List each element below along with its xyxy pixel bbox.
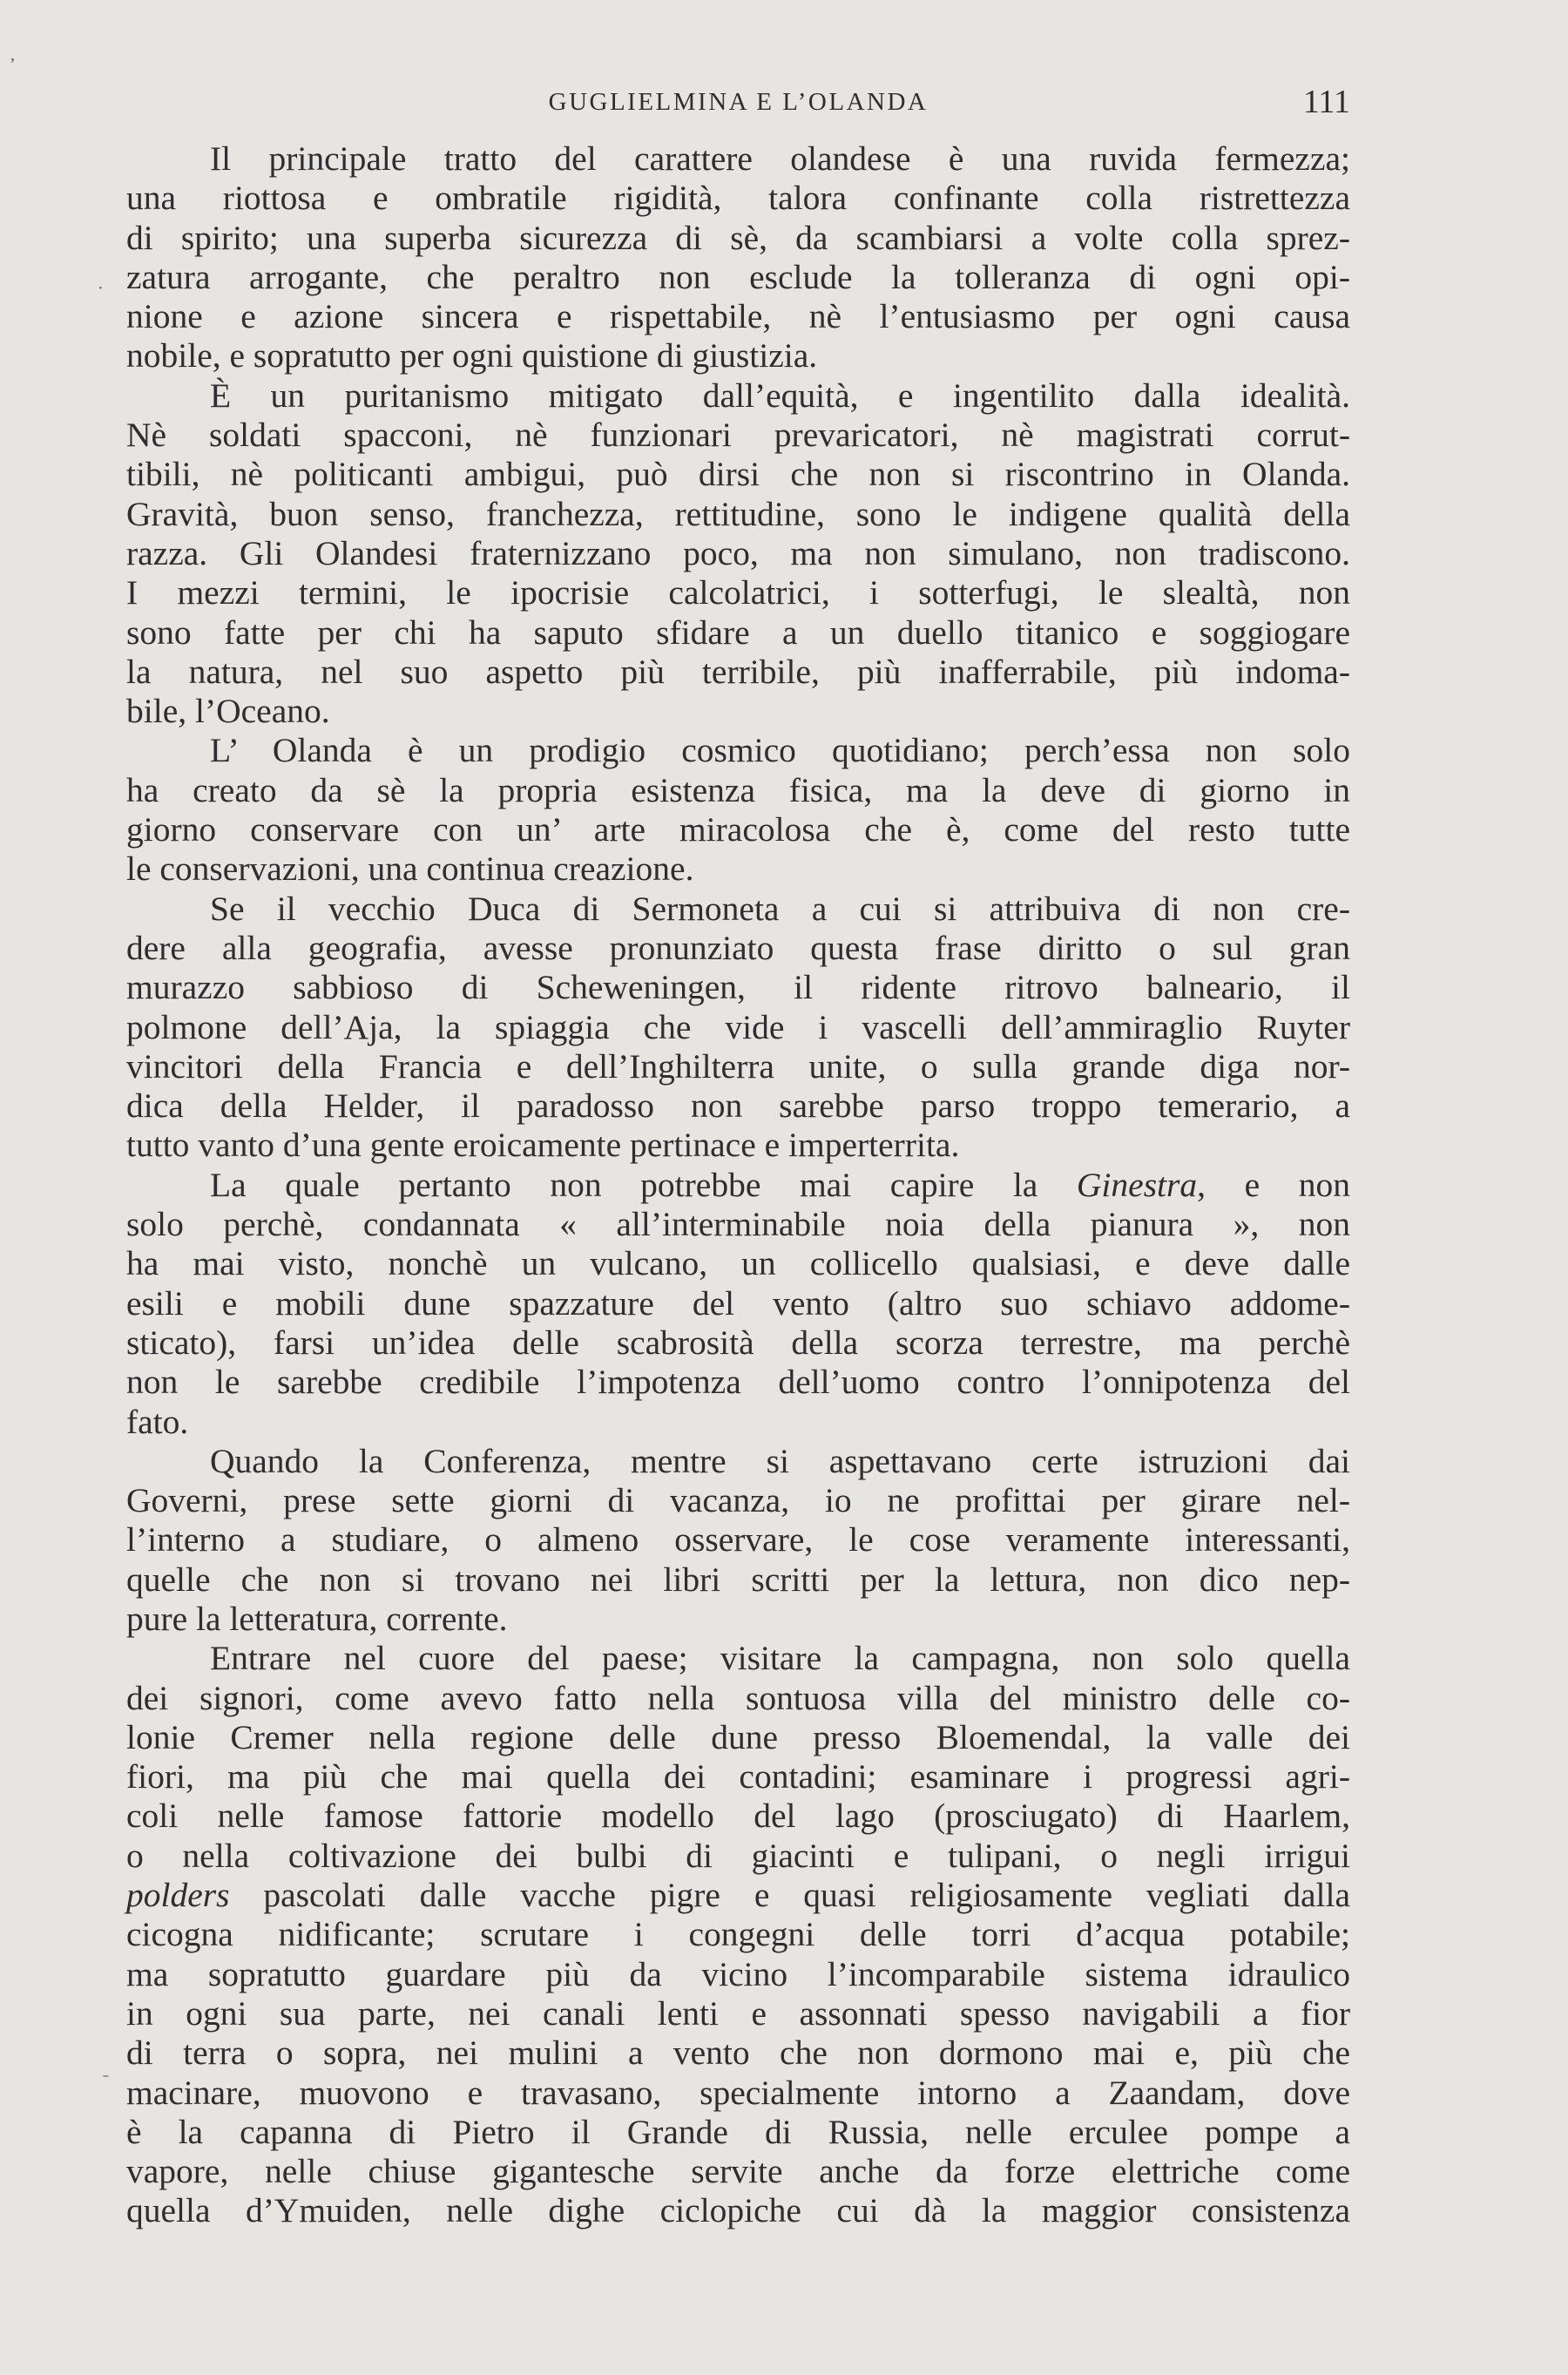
text-line: murazzo sabbioso di Scheweningen, il ridente ritrovo balneario, il [126,968,1350,1007]
scan-speck: · [98,279,104,298]
text-line: le conservazioni, una continua creazione. [126,849,694,889]
text-line: la natura, nel suo aspetto più terribile, più inafferrabile, più indoma- [126,652,1350,691]
paragraph [126,890,1350,1166]
running-title: GUGLIELMINA E L’OLANDA [548,88,929,116]
text-line: lonie Cremer nella regione delle dune presso Bloemendal, la valle dei [126,1717,1350,1756]
scan-speck: ˗ [103,2065,109,2084]
text-line: La quale pertanto non potrebbe mai capire la Ginestra, e non [210,1165,1350,1204]
text-line: sono fatte per chi ha saputo sfidare a un duello titanico e soggiogare [126,612,1350,652]
text-line: polmone dell’Aja, la spiaggia che vide i vascelli dell’ammiraglio Ruyter [126,1007,1350,1046]
text-line: bile, l’Oceano. [126,692,330,731]
scan-speck: , [10,45,15,64]
text-line: non le sarebbe credibile l’impotenza dell’uomo contro l’onnipotenza del [126,1363,1350,1402]
text-line: nione e azione sincera e rispettabile, nè l’entusiasmo per ogni causa [126,297,1350,336]
text-line: quella d’Ymuiden, nelle dighe ciclopiche cui dà la maggior consistenza [126,2191,1350,2230]
text-line: una riottosa e ombratile rigidità, talora confinante colla ristrettezza [126,179,1350,218]
text-line: zatura arrogante, che peraltro non esclude la tolleranza di ogni opi- [126,257,1350,296]
text-line: polders pascolati dalle vacche pigre e quasi religiosamente vegliati dalla [126,1876,1350,1915]
paragraph [126,731,1350,889]
text-line: dei signori, come avevo fatto nella sontuosa villa del ministro delle co- [126,1678,1350,1717]
text-line: di terra o sopra, nei mulini a vento che non dormono mai e, più che [126,2033,1350,2073]
text-line: ma sopratutto guardare più da vicino l’incomparabile sistema idraulico [126,1954,1350,1993]
text-line: Quando la Conferenza, mentre si aspettavano certe istruzioni dai [210,1441,1350,1480]
text-line: coli nelle famose fattorie modello del lago (prosciugato) di Haarlem, [126,1796,1350,1836]
text-line: l’interno a studiare, o almeno osservare, le cose veramente interessanti, [126,1520,1350,1560]
text-line: è la capanna di Pietro il Grande di Russia, nelle erculee pompe a [126,2112,1350,2151]
text-line: fiori, ma più che mai quella dei contadini; esaminare i progressi agri- [126,1757,1350,1796]
text-line: cicogna nidificante; scrutare i congegni delle torri d’acqua potabile; [126,1915,1350,1954]
paragraph [126,1442,1350,1639]
text-line: tibili, nè politicanti ambigui, può dirsi che non si riscontrino in Olanda. [126,455,1350,494]
running-header [126,83,1350,126]
text-line: Entrare nel cuore del paese; visitare la campagna, non solo quella [210,1639,1350,1678]
text-line: vincitori della Francia e dell’Inghilterra unite, o sulla grande diga nor- [126,1046,1350,1086]
paragraph [126,376,1350,732]
text-line: dica della Helder, il paradosso non sarebbe parso troppo temerario, a [126,1086,1350,1126]
text-line: sticato), farsi un’idea delle scabrosità della scorza terrestre, ma perchè [126,1323,1350,1362]
paragraph [126,1639,1350,2230]
text-line: solo perchè, condannata « all’interminabile noia della pianura », non [126,1205,1350,1244]
text-line: in ogni sua parte, nei canali lenti e assonnati spesso navigabili a fior [126,1993,1350,2033]
text-line: ha creato da sè la propria esistenza fisica, ma la deve di giorno in [126,770,1350,809]
body-text [126,139,1350,2231]
text-line: È un puritanismo mitigato dall’equità, e ingentilito dalla idealità. [210,376,1350,415]
text-line: I mezzi termini, le ipocrisie calcolatrici, i sotterfugi, le slealtà, non [126,573,1350,612]
text-line: dere alla geografia, avesse pronunziato questa frase diritto o sul gran [126,928,1350,967]
text-line: pure la letteratura, corrente. [126,1599,508,1638]
text-line: Gravità, buon senso, franchezza, rettitudine, sono le indigene qualità della [126,494,1350,533]
text-line: fato. [126,1402,189,1441]
text-line: macinare, muovono e travasano, specialmente intorno a Zaandam, dove [126,2073,1350,2112]
text-line: vapore, nelle chiuse gigantesche servite anche da forze elettriche come [126,2152,1350,2191]
text-line: nobile, e sopratutto per ogni quistione di giustizia. [126,336,818,376]
text-line: razza. Gli Olandesi fraternizzano poco, ma non simulano, non tradiscono. [126,533,1350,572]
text-line: Il principale tratto del carattere olandese è una ruvida fermezza; [210,139,1350,178]
paragraph [126,1166,1350,1442]
page-number: 111 [1302,84,1350,120]
text-line: Nè soldati spacconi, nè funzionari prevaricatori, nè magistrati corrut- [126,416,1350,455]
text-line: di spirito; una superba sicurezza di sè, da scambiarsi a volte colla sprez- [126,218,1350,257]
text-line: tutto vanto d’una gente eroicamente pertinace e imperterrita. [126,1126,960,1165]
text-line: ha mai visto, nonchè un vulcano, un collicello qualsiasi, e deve dalle [126,1244,1350,1283]
text-line: o nella coltivazione dei bulbi di giacinti e tulipani, o negli irrigui [126,1836,1350,1875]
paragraph [126,139,1350,376]
text-line: Governi, prese sette giorni di vacanza, io ne profittai per girare nel- [126,1481,1350,1520]
text-line: Se il vecchio Duca di Sermoneta a cui si attribuiva di non cre- [210,889,1350,928]
text-line: giorno conservare con un’ arte miracolosa che è, come del resto tutte [126,810,1350,849]
text-line: L’ Olanda è un prodigio cosmico quotidiano; perch’essa non solo [210,731,1350,770]
text-line: quelle che non si trovano nei libri scritti per la lettura, non dico nep- [126,1560,1350,1599]
text-line: esili e mobili dune spazzature del vento (altro suo schiavo addome- [126,1283,1350,1323]
